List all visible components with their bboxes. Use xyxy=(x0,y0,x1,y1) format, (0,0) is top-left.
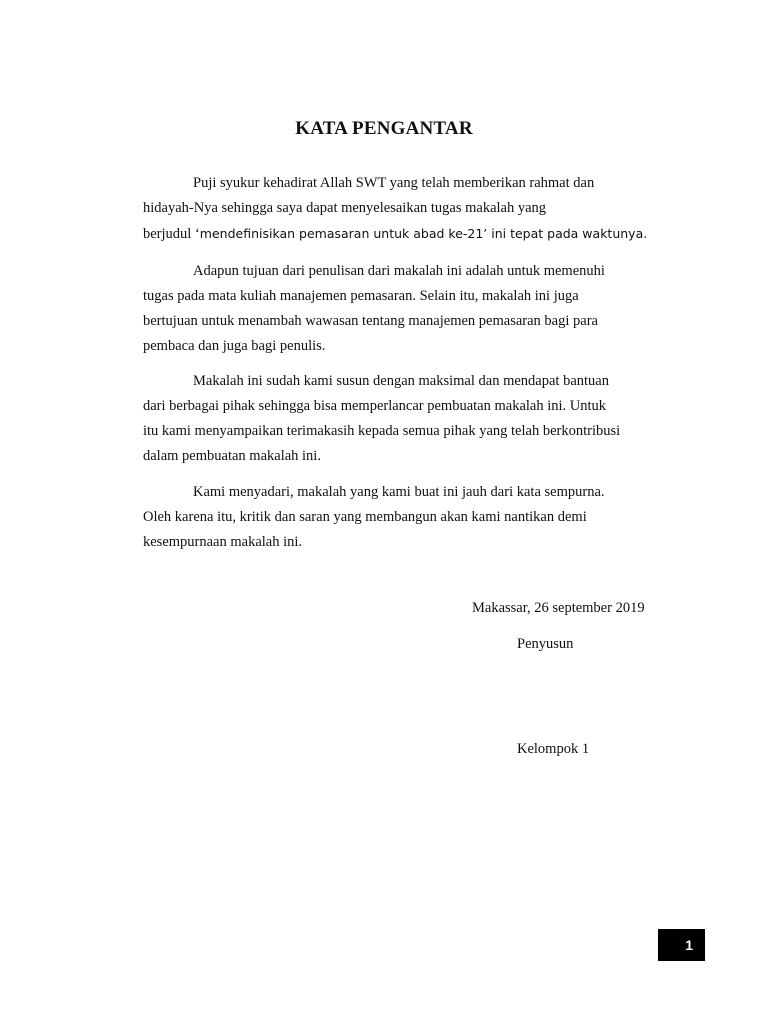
paragraph-line: tugas pada mata kuliah manajemen pemasaran. Selain itu, makalah ini juga xyxy=(143,288,579,304)
page-number: 1 xyxy=(685,937,693,953)
paragraph-2 xyxy=(143,259,668,359)
paragraph-line: bertujuan untuk menambah wawasan tentang manajemen pemasaran bagi para xyxy=(143,313,598,329)
signer-role: Penyusun xyxy=(517,636,574,652)
paragraph-1 xyxy=(143,171,668,247)
paragraph-line: pembaca dan juga bagi penulis. xyxy=(143,338,326,354)
paragraph-line: hidayah-Nya sehingga saya dapat menyelesaikan tugas makalah yang xyxy=(143,200,547,216)
paragraph-3 xyxy=(143,369,668,469)
page-title: KATA PENGANTAR xyxy=(295,118,473,139)
page-number-badge xyxy=(658,929,705,961)
paragraph-line xyxy=(143,221,668,247)
paragraph-line-prefix: berjudul ‘ xyxy=(143,226,200,242)
paragraph-line: kesempurnaan makalah ini. xyxy=(143,534,303,550)
signer-name: Kelompok 1 xyxy=(517,741,590,757)
paragraph-line: dalam pembuatan makalah ini. xyxy=(143,448,321,464)
paragraph-line: Kami menyadari, makalah yang kami buat ini jauh dari kata sempurna. xyxy=(193,484,605,500)
paragraph-line: dari berbagai pihak sehingga bisa memperlancar pembuatan makalah ini. Untuk xyxy=(143,398,607,414)
paragraph-line-title: mendefinisikan pemasaran untuk abad ke-21’ ini tepat pada waktunya. xyxy=(199,226,648,241)
place-date: Makassar, 26 september 2019 xyxy=(472,600,645,616)
paragraph-line: Adapun tujuan dari penulisan dari makalah ini adalah untuk memenuhi xyxy=(193,263,605,279)
paragraph-4 xyxy=(143,480,668,555)
paragraph-line: Puji syukur kehadirat Allah SWT yang telah memberikan rahmat dan xyxy=(193,175,595,191)
paragraph-line: Makalah ini sudah kami susun dengan maksimal dan mendapat bantuan xyxy=(193,373,609,389)
paragraph-line: itu kami menyampaikan terimakasih kepada semua pihak yang telah berkontribusi xyxy=(143,423,621,439)
paragraph-line: Oleh karena itu, kritik dan saran yang membangun akan kami nantikan demi xyxy=(143,509,587,525)
